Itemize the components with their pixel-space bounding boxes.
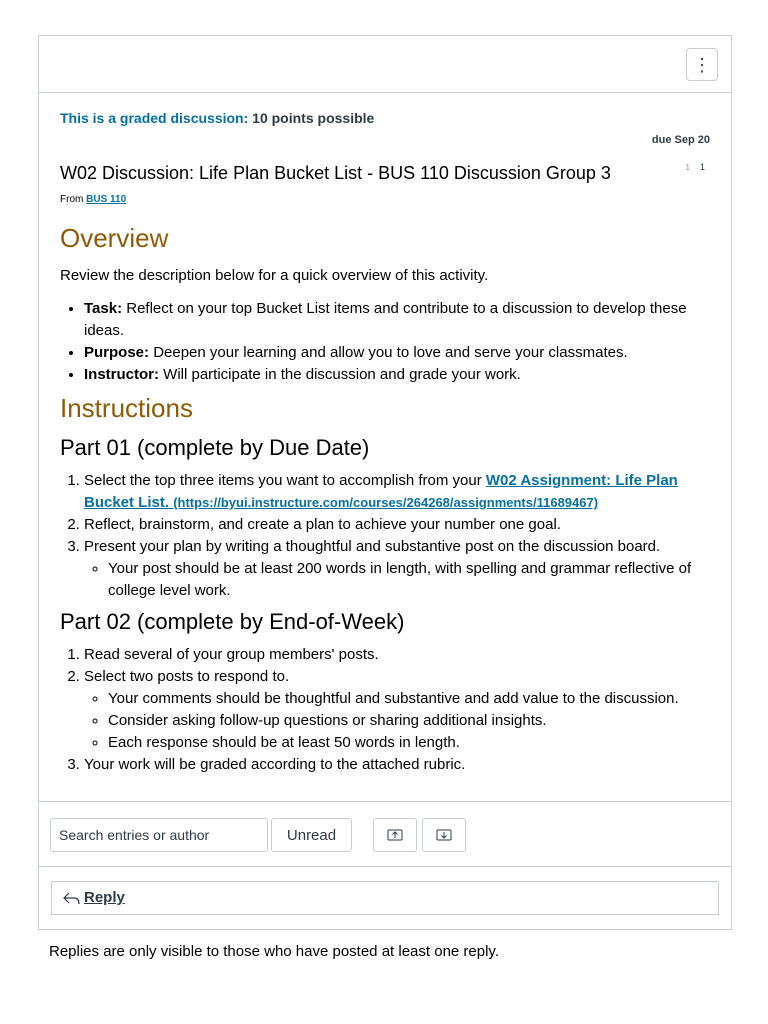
- points-possible: 10 points possible: [252, 110, 375, 126]
- part1-steps: [60, 470, 710, 602]
- discussion-body: [60, 223, 710, 776]
- step-text: Select two posts to respond to.: [84, 668, 290, 685]
- discussion-panel: [38, 35, 732, 930]
- list-item: ◦ Consider asking follow-up questions or sharing additional insights.: [108, 710, 710, 732]
- step-text: Select the top three items you want to accomplish from your: [84, 472, 482, 489]
- sub-list: [84, 558, 710, 602]
- part2-steps: [60, 644, 710, 776]
- item-text: Deepen your learning and allow you to love and serve your classmates.: [153, 344, 628, 361]
- course-source: [60, 194, 126, 205]
- discussion-toolbar: [39, 801, 731, 867]
- collapse-up-icon: [387, 828, 403, 842]
- assignment-link-url: (https://byui.instructure.com/courses/264268/assignments/11689467): [173, 495, 599, 510]
- list-item: ◦ Your post should be at least 200 words in length, with spelling and grammar reflective of college level work.: [108, 558, 710, 602]
- course-link[interactable]: BUS 110: [86, 194, 127, 205]
- instructions-heading: Instructions: [60, 393, 193, 423]
- list-item: [84, 470, 710, 514]
- discussion-header-bar: [39, 36, 731, 93]
- item-label: Instructor:: [84, 366, 159, 383]
- overview-list: [60, 298, 710, 386]
- graded-label: This is a graded discussion:: [60, 110, 249, 126]
- list-item: 2. Reflect, brainstorm, and create a plan to achieve your number one goal.: [84, 514, 710, 536]
- graded-notice: [60, 110, 374, 126]
- discussion-title: W02 Discussion: Life Plan Bucket List - BUS 110 Discussion Group 3: [60, 163, 611, 183]
- list-item: [84, 666, 710, 754]
- list-item: [84, 342, 710, 364]
- reply-button[interactable]: [62, 889, 125, 906]
- item-label: Purpose:: [84, 344, 150, 361]
- search-input[interactable]: [50, 818, 268, 852]
- list-item: ◦ Each response should be at least 50 words in length.: [108, 732, 710, 754]
- assignment-link-text: W02 Assignment: Life Plan Bucket List.: [84, 472, 678, 511]
- list-item: ◦ Your comments should be thoughtful and substantive and add value to the discussion.: [108, 688, 710, 710]
- due-date: due Sep 20: [651, 134, 710, 146]
- list-item: [84, 298, 710, 342]
- sub-list: [84, 688, 710, 754]
- overview-intro: Review the description below for a quick overview of this activity.: [60, 267, 489, 284]
- list-item: [84, 364, 710, 386]
- part1-heading: Part 01 (complete by Due Date): [60, 435, 370, 460]
- collapse-replies-button[interactable]: [373, 818, 417, 852]
- reply-label: Reply: [84, 889, 125, 906]
- list-item: 1. Read several of your group members' posts.: [84, 644, 710, 666]
- kebab-menu-button[interactable]: [686, 48, 718, 81]
- reply-box[interactable]: [51, 881, 719, 915]
- reply-count: [686, 162, 705, 172]
- unread-count: 1: [685, 163, 690, 172]
- part2-heading: Part 02 (complete by End-of-Week): [60, 609, 405, 634]
- expand-replies-button[interactable]: [422, 818, 466, 852]
- total-count: 1: [699, 162, 705, 172]
- item-text: Reflect on your top Bucket List items and contribute to a discussion to develop these ideas.: [84, 300, 687, 339]
- from-prefix: From: [60, 194, 84, 205]
- overview-heading: Overview: [60, 223, 169, 253]
- replies-visibility-note: Replies are only visible to those who have posted at least one reply.: [49, 943, 499, 960]
- step-text: Present your plan by writing a thoughtful and substantive post on the discussion board.: [84, 538, 661, 555]
- kebab-vertical-icon: ⋮: [693, 54, 711, 75]
- item-label: Task:: [84, 300, 123, 317]
- list-item: [84, 536, 710, 602]
- list-item: 3. Your work will be graded according to the attached rubric.: [84, 754, 710, 776]
- expand-down-icon: [436, 828, 452, 842]
- item-text: Will participate in the discussion and grade your work.: [163, 366, 521, 383]
- unread-filter-button[interactable]: Unread: [271, 818, 352, 852]
- reply-arrow-icon: [62, 890, 82, 906]
